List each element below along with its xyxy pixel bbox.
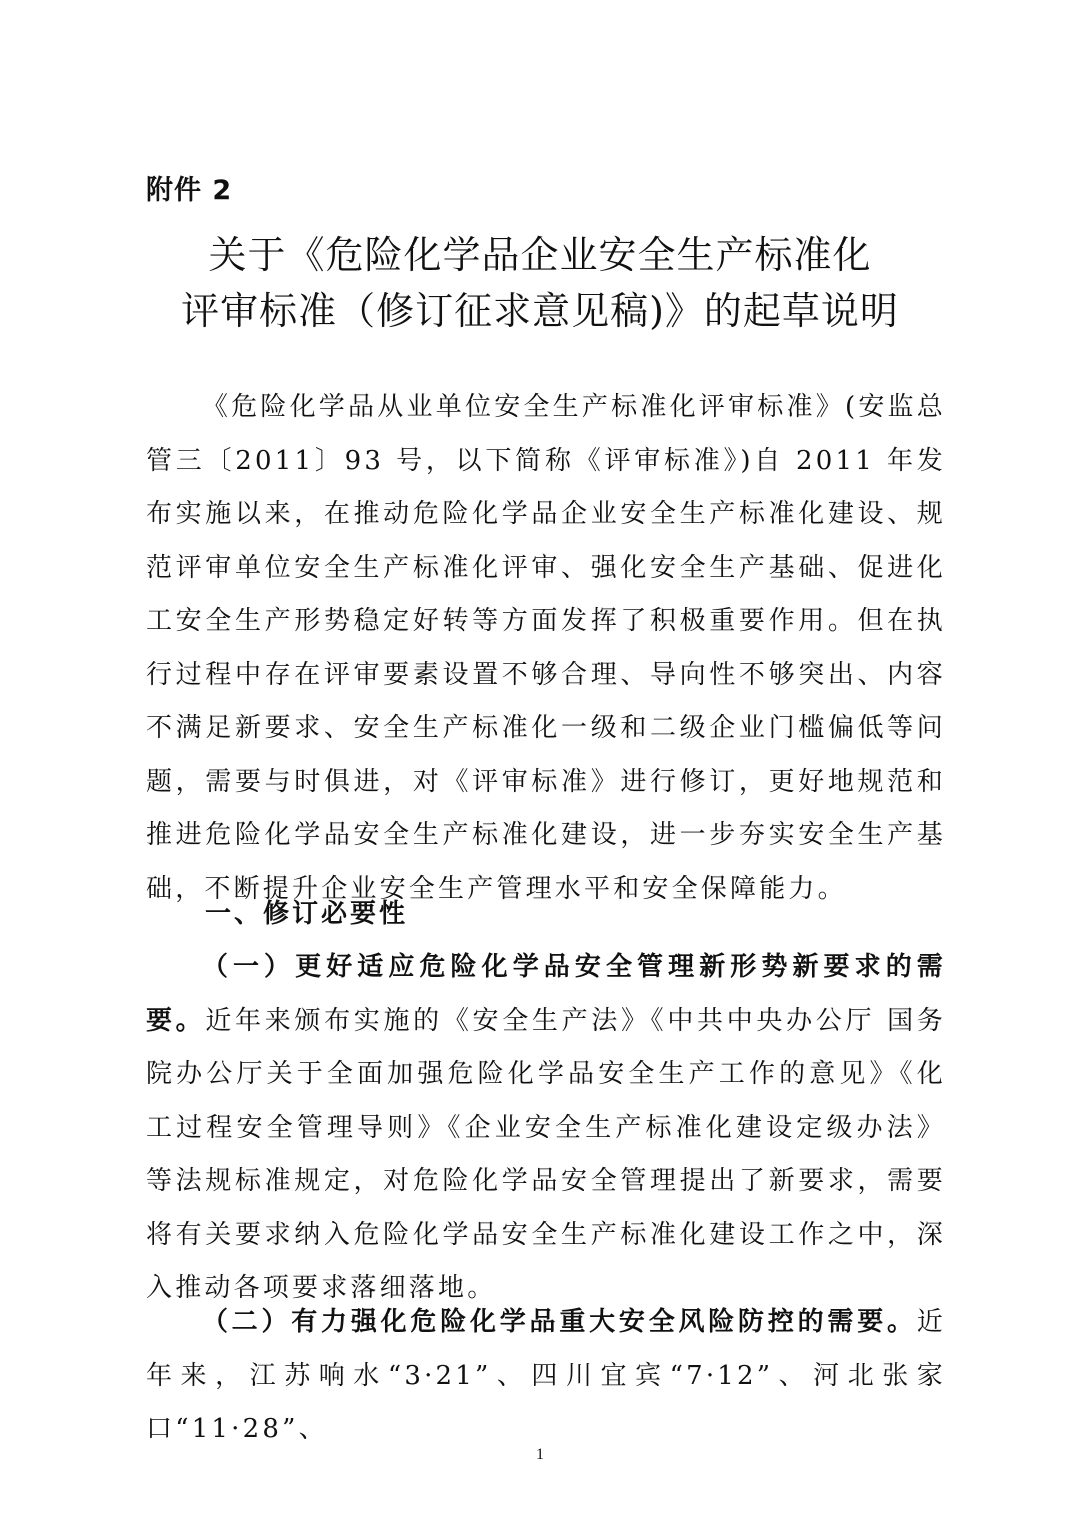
attachment-label: 附件 2 (146, 175, 233, 206)
subsection2-block (146, 1296, 946, 1457)
subsection1-block (146, 941, 946, 1316)
section1-heading: 一、修订必要性 (205, 899, 409, 929)
subsection2-text: 近年来，江苏响水“3·21”、四川宜宾“7·12”、河北张家口“11·28”、 (146, 1307, 946, 1444)
document-title-line1: 关于《危险化学品企业安全生产标准化 (208, 233, 872, 277)
subsection1-text: 近年来颁布实施的《安全生产法》《中共中央办公厅 国务院办公厅关于全面加强危险化学品安全生产工作的意见》《化工过程安全管理导则》《企业安全生产标准化建设定级办法》等法规标准规定，对危险化学品安全管理提出了新要求，需要将有关要求纳入危险化学品安全生产标准化建设工作之中，深入推动各项要求落细落地。 (146, 1005, 946, 1303)
subsection1-heading: （一）更好适应危险化学品安全管理新形势新要求的需要。 (146, 952, 946, 1036)
intro-paragraph-block (146, 381, 946, 916)
intro-paragraph: 《危险化学品从业单位安全生产标准化评审标准》(安监总管三〔2011〕93 号，以下简称《评审标准》)自 2011 年发布实施以来，在推动危险化学品企业安全生产标准化建设、规范评审单位安全生产标准化评审、强化安全生产基础、促进化工安全生产形势稳定好转等方面发挥了积极重要作用。但在执行过程中存在评审要素设置不够合理、导向性不够突出、内容不满足新要求、安全生产标准化一级和二级企业门槛偏低等问题，需要与时俱进，对《评审标准》进行修订，更好地规范和推进危险化学品安全生产标准化建设，进一步夯实安全生产基础，不断提升企业安全生产管理水平和安全保障能力。 (146, 392, 946, 904)
subsection2-paragraph (146, 1296, 946, 1457)
subsection1-paragraph (146, 941, 946, 1316)
page-number: 1 (536, 1446, 544, 1463)
subsection2-heading: （二）有力强化危险化学品重大安全风险防控的需要。 (201, 1307, 917, 1337)
document-title-line2: 评审标准（修订征求意见稿)》的起草说明 (181, 289, 899, 333)
